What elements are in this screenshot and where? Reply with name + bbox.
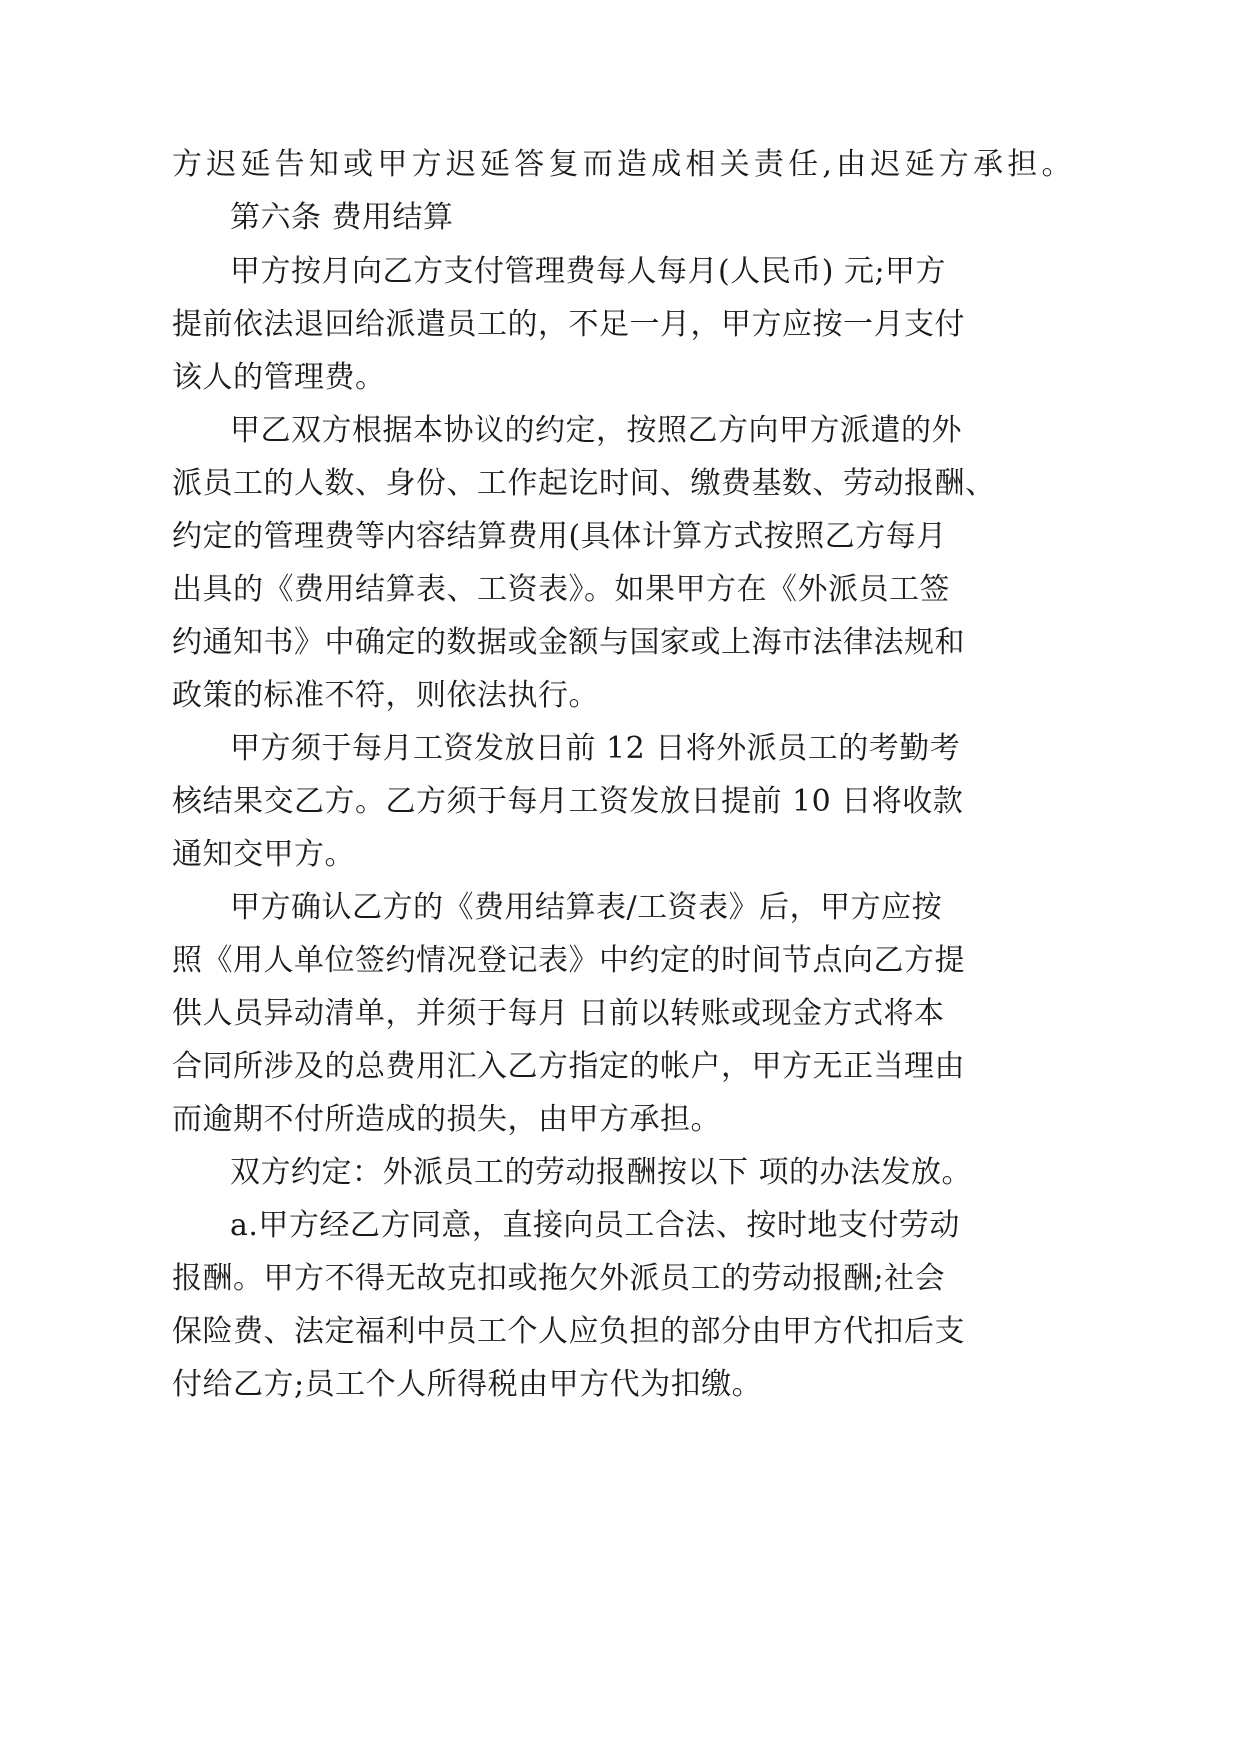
paragraph-line: 甲方须于每月工资发放日前 12 日将外派员工的考勤考 [230,731,961,766]
paragraph-line: 而逾期不付所造成的损失，由甲方承担。 [172,1102,721,1137]
paragraph-line: 该人的管理费。 [172,360,386,395]
paragraph-line: 约定的管理费等内容结算费用(具体计算方式按照乙方每月 [172,519,947,554]
paragraph-line: 提前依法退回给派遣员工的，不足一月，甲方应按一月支付 [172,307,965,342]
paragraph-line: 派员工的人数、身份、工作起讫时间、缴费基数、劳动报酬、 [172,466,996,501]
paragraph-line: 照《用人单位签约情况登记表》中约定的时间节点向乙方提 [172,943,965,978]
paragraph-line: 供人员异动清单，并须于每月 日前以转账或现金方式将本 [172,996,945,1031]
paragraph-line: 通知交甲方。 [172,837,355,872]
paragraph-line: a.甲方经乙方同意，直接向员工合法、按时地支付劳动 [230,1208,960,1243]
paragraph-line: 甲乙双方根据本协议的约定，按照乙方向甲方派遣的外 [230,413,962,448]
paragraph-line: 核结果交乙方。乙方须于每月工资发放日提前 10 日将收款 [172,784,964,819]
paragraph-line: 保险费、法定福利中员工个人应负担的部分由甲方代扣后支 [172,1314,965,1349]
paragraph-line: 甲方按月向乙方支付管理费每人每月(人民币) 元;甲方 [230,254,947,289]
paragraph-line: 甲方确认乙方的《费用结算表/工资表》后，甲方应按 [230,890,943,925]
paragraph-line: 报酬。甲方不得无故克扣或拖欠外派员工的劳动报酬;社会 [172,1261,946,1296]
paragraph-line: 政策的标准不符，则依法执行。 [172,678,599,713]
section-heading: 第六条 费用结算 [230,200,454,235]
paragraph-line: 方迟延告知或甲方迟延答复而造成相关责任,由迟延方承担。 [172,147,1072,182]
paragraph-line: 付给乙方;员工个人所得税由甲方代为扣缴。 [172,1367,763,1402]
paragraph-line: 合同所涉及的总费用汇入乙方指定的帐户，甲方无正当理由 [172,1049,965,1084]
paragraph-line: 双方约定：外派员工的劳动报酬按以下 项的办法发放。 [230,1155,973,1190]
paragraph-line: 约通知书》中确定的数据或金额与国家或上海市法律法规和 [172,625,965,660]
paragraph-line: 出具的《费用结算表、工资表》。如果甲方在《外派员工签 [172,572,950,607]
